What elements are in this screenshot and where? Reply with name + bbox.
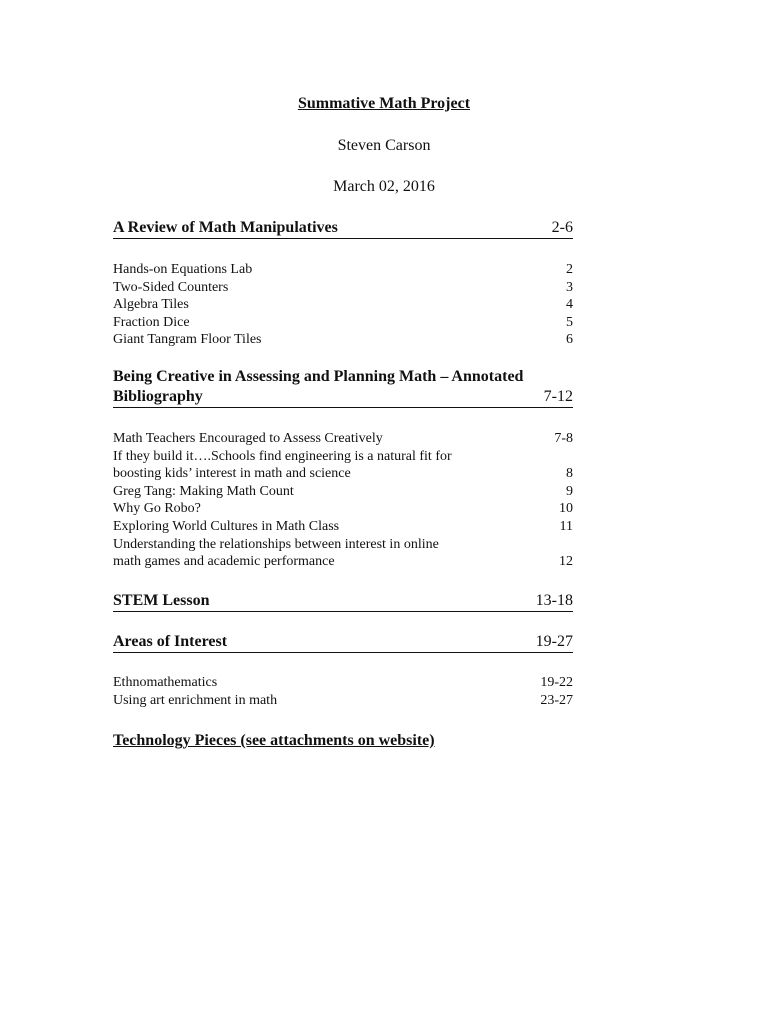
section-pages: 2-6 [551,219,573,236]
toc-section-manipulatives [113,218,573,349]
entry-pages: 2 [566,262,573,277]
toc-entry [113,279,573,297]
section-pages: 7-12 [543,388,573,405]
toc-entry [113,314,573,332]
toc-section-technology-pieces [113,731,573,751]
toc-entry [113,430,573,448]
entry-pages: 5 [566,314,573,330]
section-heading [113,632,573,653]
entry-title: Giant Tangram Floor Tiles [113,332,262,348]
section-pages: 13-18 [535,592,573,609]
entry-title: Hands-on Equations Lab [113,262,253,277]
entry-title: Algebra Tiles [113,297,189,313]
entry-title: Ethnomathematics [113,675,218,690]
section-title-line: Being Creative in Assessing and Planning Math – Annotated [113,368,524,385]
entry-title: If they build it….Schools find engineering is a natural fit for [113,448,452,464]
entry-title: Exploring World Cultures in Math Class [113,518,340,534]
toc-entry [113,518,573,536]
toc-entry [113,465,573,483]
toc-section-areas-of-interest [113,632,573,709]
entry-pages: 11 [559,518,573,534]
section-heading [113,731,573,751]
toc-entry [113,500,573,518]
entry-title: Fraction Dice [113,314,190,330]
section-heading [113,218,573,239]
document-date: March 02, 2016 [333,178,435,195]
entry-title: boosting kids’ interest in math and science [113,466,351,482]
entry-title: Understanding the relationships between interest in online [113,536,439,552]
entry-pages: 7-8 [554,431,573,446]
toc-entry [113,331,573,349]
entry-title: Using art enrichment in math [113,692,278,708]
entry-pages: 12 [559,554,573,570]
entry-pages: 23-27 [540,692,573,708]
entry-pages: 10 [559,501,573,517]
section-heading [113,387,573,408]
toc-entry [113,536,573,554]
section-pages: 19-27 [535,633,573,650]
entry-title: Why Go Robo? [113,501,201,517]
toc-section-stem-lesson [113,591,573,612]
document-title: Summative Math Project [297,95,471,112]
toc-entry [113,483,573,501]
entry-pages: 4 [566,297,573,313]
entry-pages: 3 [566,279,573,295]
section-title: A Review of Math Manipulatives [113,219,338,236]
entry-pages: 9 [566,483,573,499]
toc-section-annotated-bibliography [113,367,573,571]
toc-entry [113,296,573,314]
section-title: Technology Pieces (see attachments on website) [113,732,435,749]
section-title: Areas of Interest [113,633,228,650]
toc-entry [113,553,573,571]
section-items [113,674,573,709]
entry-pages: 19-22 [540,675,573,690]
entry-title: math games and academic performance [113,554,335,570]
section-items [113,261,573,349]
entry-pages: 6 [566,332,573,348]
section-title: STEM Lesson [113,592,210,609]
entry-title: Two-Sided Counters [113,279,229,295]
entry-pages: 8 [566,466,573,482]
entry-title: Math Teachers Encouraged to Assess Creatively [113,431,383,446]
entry-title: Greg Tang: Making Math Count [113,483,294,499]
section-title: Bibliography [113,388,203,405]
toc-entry [113,674,573,692]
toc-entry [113,448,573,466]
author-name: Steven Carson [337,137,431,154]
toc-entry [113,261,573,279]
section-heading [113,591,573,612]
section-items [113,430,573,571]
toc-entry [113,692,573,710]
